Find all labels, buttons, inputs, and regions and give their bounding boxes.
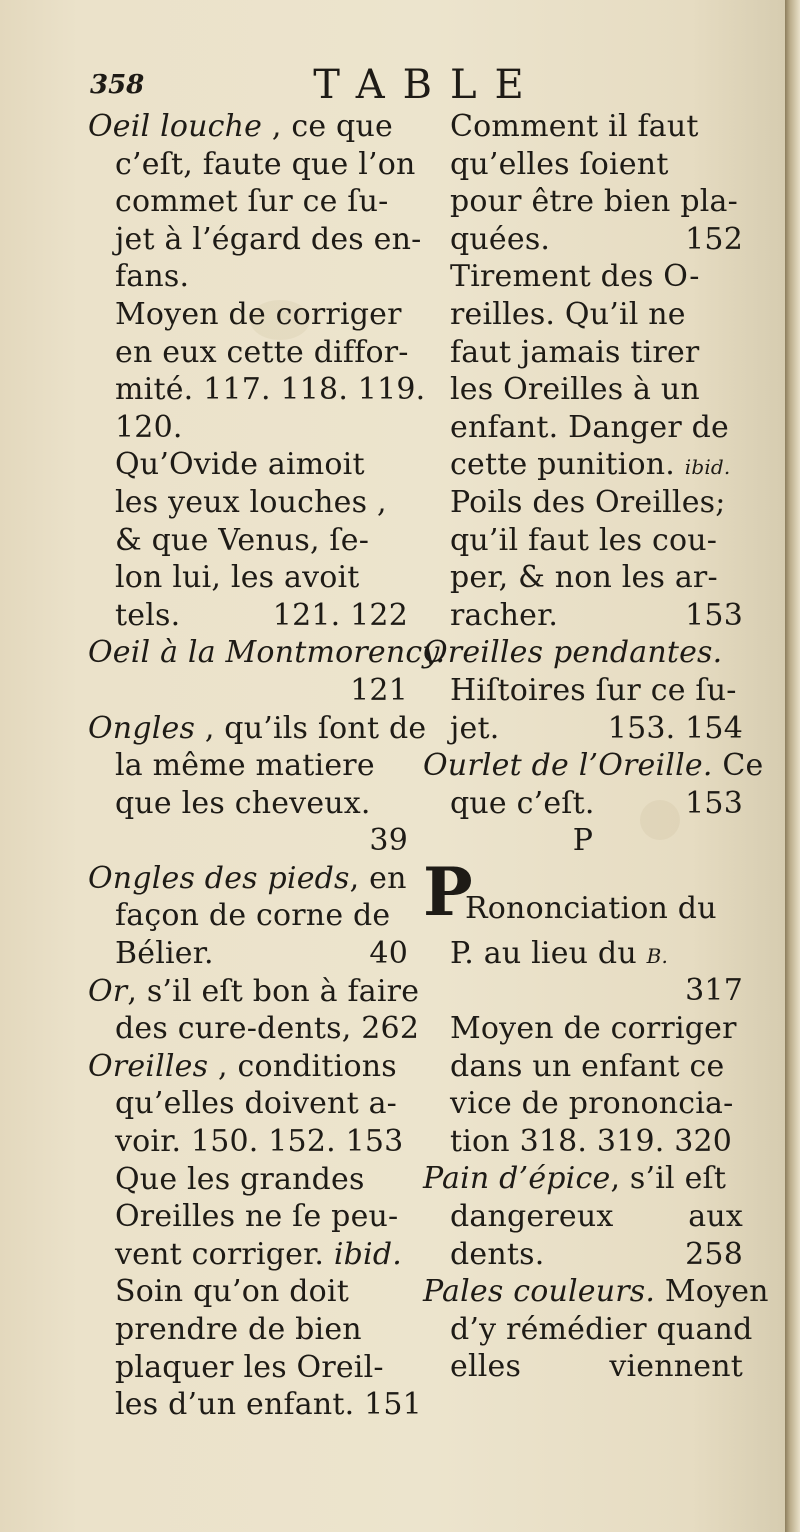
page-reference: 40 xyxy=(369,936,408,972)
entry-text: , ce que xyxy=(262,109,393,144)
entry-text: Bélier. xyxy=(115,936,214,972)
index-line xyxy=(88,747,408,785)
index-line xyxy=(88,1010,420,1048)
entry-text: reilles. Qu’il ne xyxy=(450,296,686,332)
entry-text: dents. xyxy=(450,1236,545,1272)
entry-text: Hiſtoires ſur ce ſu- xyxy=(450,672,737,708)
entry-text: Tirement des O- xyxy=(450,259,700,295)
index-line xyxy=(423,935,743,973)
entry-text: dans un enfant ce xyxy=(450,1048,725,1084)
entry-text: en eux cette diffor- xyxy=(115,334,409,370)
index-line xyxy=(88,296,408,334)
index-line xyxy=(423,1198,743,1236)
entry-term: Oeil à la Montmorency. xyxy=(88,635,446,671)
index-line xyxy=(88,860,408,898)
page-reference: 317 xyxy=(685,973,743,1009)
index-line xyxy=(88,822,408,860)
entry-text: , conditions xyxy=(208,1048,397,1084)
index-line xyxy=(423,484,743,522)
index-line xyxy=(423,409,743,447)
entry-term: B. xyxy=(646,943,669,968)
entry-text: elles xyxy=(450,1349,522,1385)
entry-text: les yeux louches , xyxy=(115,484,387,520)
index-line xyxy=(88,559,408,597)
index-line xyxy=(88,672,408,710)
entry-text: qu’il faut les cou- xyxy=(450,522,718,558)
index-line xyxy=(88,634,446,672)
entry-text: lon lui, les avoit xyxy=(115,560,360,596)
index-line xyxy=(423,1085,743,1123)
index-line xyxy=(88,258,408,296)
index-line xyxy=(88,1349,408,1387)
entry-text: voir. 150. 152. 153 xyxy=(115,1124,404,1160)
entry-text: Moyen xyxy=(655,1274,769,1310)
entry-text: façon de corne de xyxy=(115,898,391,934)
entry-text: mité. 117. 118. 119. xyxy=(115,372,426,408)
index-line xyxy=(88,1048,408,1086)
index-line xyxy=(423,221,743,259)
index-line xyxy=(88,785,408,823)
index-line xyxy=(88,1085,408,1123)
index-line xyxy=(423,446,743,484)
entry-text: Poils des Oreilles; xyxy=(450,484,726,520)
index-line xyxy=(423,334,743,372)
index-line xyxy=(88,897,408,935)
index-column-left xyxy=(88,108,446,1424)
entry-term: Or xyxy=(88,973,128,1009)
entry-text: & que Venus, ſe- xyxy=(115,522,370,558)
index-line xyxy=(88,334,408,372)
entry-term: ibid. xyxy=(684,455,731,480)
index-line xyxy=(423,972,743,1010)
page-reference: 153 xyxy=(685,597,743,633)
entry-term: Pain d’épice xyxy=(423,1161,611,1197)
page-reference: 121 xyxy=(350,672,408,708)
page-reference: 121. 122 xyxy=(272,597,408,633)
entry-text: les Oreilles à un xyxy=(450,372,700,408)
entry-text: pour être bien pla- xyxy=(450,184,738,220)
entry-text: jet à l’égard des en- xyxy=(115,221,422,257)
entry-text: racher. xyxy=(450,597,559,633)
index-column-right xyxy=(423,108,769,1386)
entry-term: Ongles des pieds xyxy=(88,860,350,896)
index-line xyxy=(88,710,427,748)
entry-text: , qu’ils ſont de xyxy=(195,710,427,746)
entry-text: les d’un enfant. 151 xyxy=(115,1387,422,1423)
entry-text: per, & non les ar- xyxy=(450,560,718,596)
index-line xyxy=(423,183,743,221)
entry-text: commet ſur ce ſu- xyxy=(115,184,389,220)
drop-cap-line-text xyxy=(465,890,717,928)
index-line xyxy=(88,146,416,184)
entry-term: ibid. xyxy=(333,1236,402,1272)
index-line xyxy=(88,935,408,973)
entry-text: 120. xyxy=(115,409,183,445)
entry-text: vent corriger. xyxy=(115,1236,334,1272)
index-line xyxy=(88,973,420,1011)
entry-text: jet. xyxy=(450,710,500,746)
entry-text: qu’elles ſoient xyxy=(450,146,669,182)
entry-term: Oeil louche xyxy=(88,109,263,144)
page-reference: 153 xyxy=(685,785,743,821)
index-line xyxy=(423,296,743,334)
entry-text: dangereux xyxy=(450,1199,614,1235)
entry-term: Oreilles xyxy=(88,1048,209,1084)
entry-text: faut jamais tirer xyxy=(450,334,700,370)
page-header xyxy=(0,62,785,112)
entry-text: Que les grandes xyxy=(115,1161,365,1197)
index-line xyxy=(88,446,408,484)
index-line xyxy=(423,710,743,748)
entry-text: P. au lieu du xyxy=(450,935,647,971)
index-line xyxy=(423,1010,743,1048)
entry-text: Comment il faut xyxy=(450,109,699,144)
index-line xyxy=(88,108,408,146)
index-line xyxy=(423,785,743,823)
page-reference: aux xyxy=(688,1199,743,1235)
index-line xyxy=(88,1198,408,1236)
entry-text: des cure-dents, 262 xyxy=(115,1011,420,1047)
page-reference: viennent xyxy=(609,1349,743,1385)
index-line xyxy=(423,1048,743,1086)
page-reference: 39 xyxy=(369,823,408,859)
index-line xyxy=(423,1236,743,1274)
entry-text: , s’il eſt xyxy=(610,1161,727,1197)
index-line xyxy=(423,634,743,672)
entry-text: qu’elles doivent a- xyxy=(115,1086,397,1122)
entry-text: c’eſt, faute que l’on xyxy=(115,146,416,182)
entry-term: Ongles xyxy=(88,710,196,746)
entry-text: Moyen de corriger xyxy=(450,1011,737,1047)
entry-text: , en xyxy=(349,860,407,896)
entry-term: Ourlet de l’Oreille. xyxy=(423,748,713,784)
page-reference: 258 xyxy=(685,1236,743,1272)
page-title: TABLE xyxy=(313,62,542,108)
entry-text: prendre de bien xyxy=(115,1312,362,1347)
index-line xyxy=(423,146,743,184)
index-line xyxy=(88,1161,408,1199)
entry-text: Soin qu’on doit xyxy=(115,1274,349,1310)
entry-text: Moyen de corriger xyxy=(115,296,402,332)
entry-text: Oreilles ne ſe peu- xyxy=(115,1199,399,1235)
entry-text: vice de prononcia- xyxy=(450,1086,734,1122)
index-line xyxy=(88,1311,408,1349)
entry-text: P xyxy=(572,823,594,859)
page-reference: 152 xyxy=(685,221,743,257)
index-line xyxy=(423,852,743,935)
index-line xyxy=(88,1273,408,1311)
entry-text: Ce xyxy=(712,748,764,784)
index-line xyxy=(423,597,743,635)
entry-term: Oreilles pendantes. xyxy=(423,635,723,671)
index-line xyxy=(88,484,408,522)
entry-term: Pales couleurs. xyxy=(423,1274,656,1310)
index-line xyxy=(88,597,408,635)
entry-text: tels. xyxy=(115,597,181,633)
index-line xyxy=(88,371,426,409)
entry-text: d’y rémédier quand xyxy=(450,1311,753,1347)
index-line xyxy=(88,1236,408,1274)
index-line xyxy=(88,221,422,259)
index-line xyxy=(423,559,743,597)
index-line xyxy=(423,258,743,296)
index-line xyxy=(88,409,408,447)
entry-text: la même matiere xyxy=(115,748,375,784)
index-line xyxy=(423,1348,743,1386)
index-line xyxy=(88,183,408,221)
entry-text: Qu’Ovide aimoit xyxy=(115,447,365,483)
index-line xyxy=(423,522,743,560)
page-reference: 153. 154 xyxy=(607,710,743,746)
entry-text: fans. xyxy=(115,259,190,295)
index-line xyxy=(88,1123,408,1161)
index-line xyxy=(423,1273,769,1311)
entry-text: plaquer les Oreil- xyxy=(115,1349,384,1385)
index-line xyxy=(423,1160,743,1198)
index-line xyxy=(423,747,764,785)
entry-text: , s’il eſt bon à faire xyxy=(127,973,420,1009)
index-line xyxy=(423,1123,743,1161)
entry-text: que c’eſt. xyxy=(450,785,595,821)
index-line xyxy=(88,1386,422,1424)
entry-text: quées. xyxy=(450,221,551,257)
entry-text: Rononciation du xyxy=(465,890,717,926)
index-line xyxy=(423,108,743,146)
entry-text: que les cheveux. xyxy=(115,785,371,821)
index-line xyxy=(423,672,743,710)
index-line xyxy=(88,522,408,560)
entry-text: tion 318. 319. 320 xyxy=(450,1123,733,1159)
index-line xyxy=(423,1311,753,1349)
entry-text: enfant. Danger de xyxy=(450,409,729,445)
drop-cap: P xyxy=(423,852,473,931)
entry-text: cette punition. xyxy=(450,447,685,483)
index-line xyxy=(423,371,743,409)
page-edge xyxy=(785,0,800,1532)
page-number: 358 xyxy=(90,70,145,100)
